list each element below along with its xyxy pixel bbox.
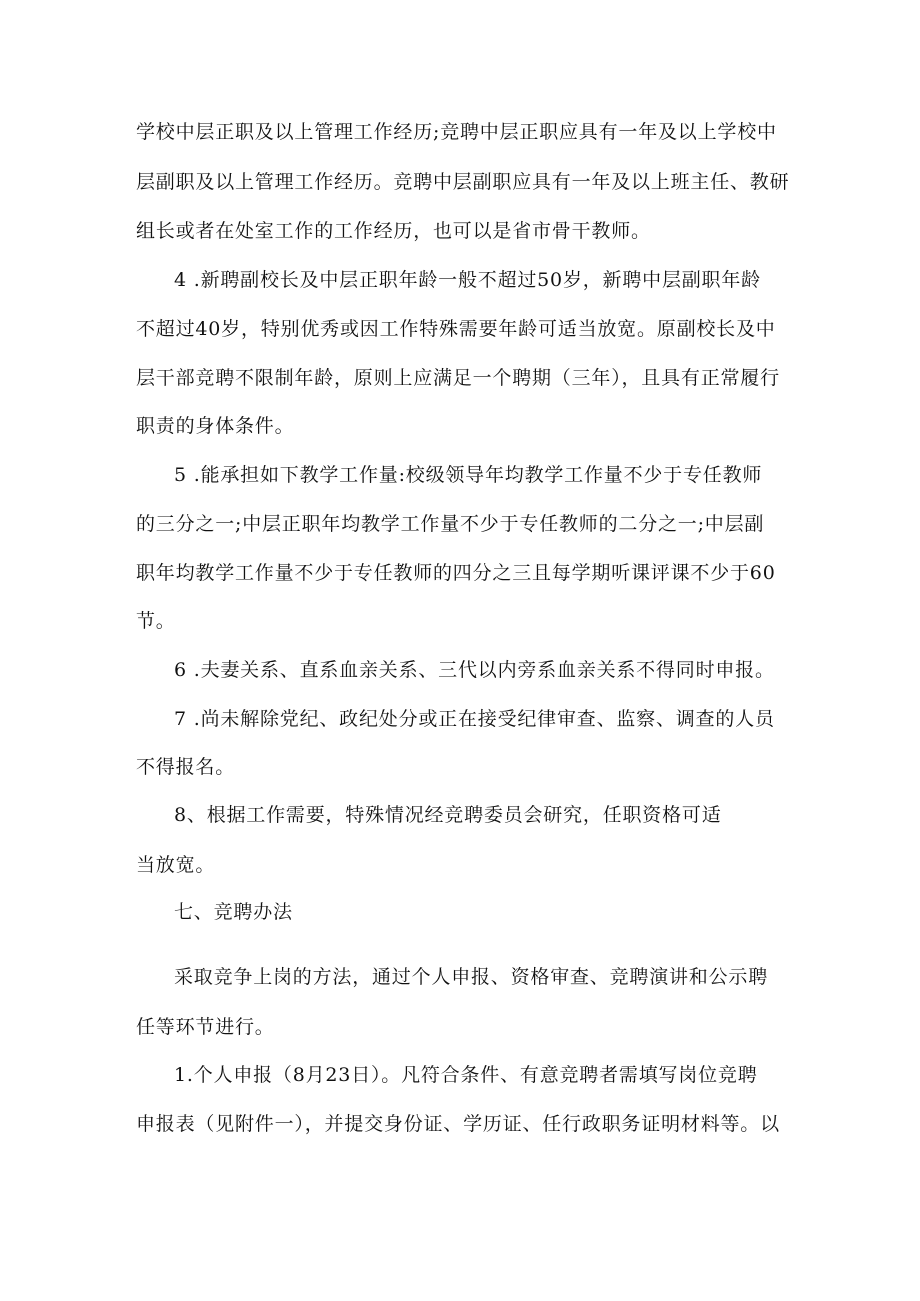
paragraph-line: 申报表（见附件一），并提交身份证、学历证、任行政职务证明材料等。以 [136, 1113, 780, 1135]
paragraph-line: 节。 [136, 610, 176, 632]
paragraph-line: 职年均教学工作量不少于专任教师的四分之三且每学期听课评课不少于60 [136, 562, 776, 584]
paragraph-line: 不超过40岁，特别优秀或因工作特殊需要年龄可适当放宽。原副校长及中 [136, 318, 776, 340]
paragraph-line: 8、根据工作需要，特殊情况经竞聘委员会研究，任职资格可适 [174, 804, 722, 826]
paragraph-line: 的三分之一;中层正职年均教学工作量不少于专任教师的二分之一;中层副 [136, 513, 765, 535]
paragraph-line: 5 .能承担如下教学工作量:校级领导年均教学工作量不少于专任教师 [174, 464, 763, 486]
paragraph-line: 采取竞争上岗的方法，通过个人申报、资格审查、竞聘演讲和公示聘 [174, 966, 769, 988]
paragraph-line: 6 .夫妻关系、直系血亲关系、三代以内旁系血亲关系不得同时申报。 [174, 659, 775, 681]
paragraph-line: 任等环节进行。 [136, 1016, 275, 1038]
paragraph-line: 学校中层正职及以上管理工作经历;竞聘中层正职应具有一年及以上学校中 [136, 121, 777, 143]
paragraph-line: 不得报名。 [136, 756, 236, 778]
paragraph-line: 1.个人申报（8月23日）。凡符合条件、有意竞聘者需填写岗位竞聘 [174, 1064, 758, 1086]
section-heading: 七、竞聘办法 [174, 901, 293, 923]
paragraph-line: 7 .尚未解除党纪、政纪处分或正在接受纪律审查、监察、调查的人员 [174, 708, 775, 730]
paragraph-line: 4 .新聘副校长及中层正职年龄一般不超过50岁，新聘中层副职年龄 [174, 269, 761, 291]
paragraph-line: 当放宽。 [136, 854, 216, 876]
paragraph-line: 组长或者在处室工作的工作经历，也可以是省市骨干教师。 [136, 220, 651, 242]
paragraph-line: 层干部竞聘不限制年龄，原则上应满足一个聘期（三年），且具有正常履行 [136, 367, 780, 389]
paragraph-line: 职责的身体条件。 [136, 415, 295, 437]
paragraph-line: 层副职及以上管理工作经历。竞聘中层副职应具有一年及以上班主任、教研 [136, 171, 790, 193]
